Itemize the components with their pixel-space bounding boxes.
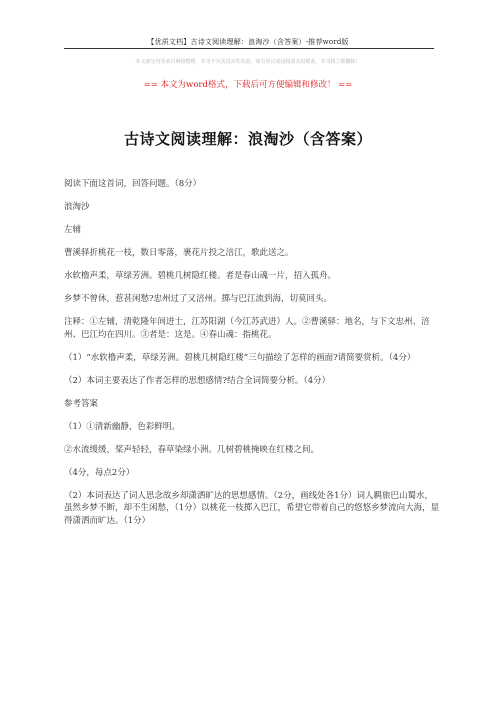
copyright-disclaimer: 本文部分内容来自网络整理，本司不为其真实性负责，如有异议或侵权请及时联系，本司将立即删除！ [135,59,361,65]
poem-stanza-1: 水软橹声柔，草绿芳洲。碧桃几树隐红楼。者是春山魂一片，招入孤舟。 [64,271,337,281]
poem-preface: 曹溪驿折桃花一枝，数日零落，裹花片投之涪江，歌此送之。 [64,248,294,258]
document-body [64,178,440,538]
question-1: （1）“水软橹声柔，草绿芳洲。碧桃几树隐红楼”三句描绘了怎样的画面?请简要赏析。（4分） [64,352,416,363]
answer-2: （2）本词表达了词人思念故乡却潇洒旷达的思想感情。（2分，画线处各1分）词人羁旅巴山蜀水，虽然乡梦不断，却不生闲愁，（1分）以桃花一枝掷入巴江，希望它带着自己的悠悠乡梦流向大海，显得潇洒而旷达。（1分） [64,490,440,526]
document-title: 古诗文阅读理解：浪淘沙（含答案） [123,130,372,148]
poem-author: 左辅 [64,225,82,235]
poem-stanza-2: 乡梦不曾休，惹甚闲愁?忠州过了又涪州。掷与巴江流到海，切莫回头。 [64,294,333,304]
annotations-paragraph: 注释：①左辅，清乾隆年间进士，江苏阳湖（今江苏武进）人。②曹溪驿：地名，与下文忠州、涪州、巴江均在四川。③者是：这是。④春山魂：指桃花。 [64,317,430,340]
header-divider [64,48,434,49]
page-header [0,0,496,52]
answer-1-point-2: ②水流缓缓，桨声轻轻，春草染绿小洲。几树碧桃掩映在红楼之间。 [64,444,320,455]
word-format-notice: == 本文为word格式，下载后可方便编辑和修改！ == [143,80,353,90]
answer-1-point-1: （1）①清新幽静，色彩鲜明。 [64,421,180,432]
question-2: （2）本词主要表达了作者怎样的思想感情?结合全词简要分析。（4分） [64,375,331,386]
answer-heading: 参考答案 [64,398,99,409]
answer-1-scoring: （4分，每点2分） [64,467,135,478]
instruction-paragraph: 阅读下面这首词，回答问题。（8分） [64,179,202,189]
header-title: 【优质文档】古诗文阅读理解：浪淘沙（含答案）-推荐word版 [147,38,349,46]
poem-title: 浪淘沙 [64,202,90,212]
